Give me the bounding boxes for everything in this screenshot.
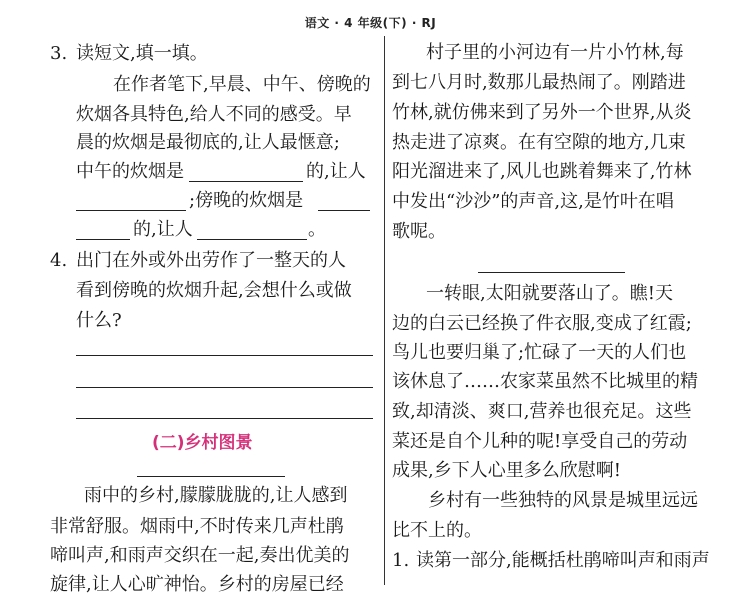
- passage-text: 比不上的。: [392, 520, 482, 541]
- passage-text: 致,却清淡、爽口,营养也很充足。这些: [392, 401, 692, 422]
- passage-text: 菜还是自个儿种的呢!享受自己的劳动: [392, 431, 688, 452]
- question-3-title: 读短文,填一填。: [76, 43, 208, 64]
- answer-blank-4[interactable]: [197, 239, 307, 240]
- answer-blank-3b[interactable]: [76, 239, 130, 240]
- title-blank[interactable]: [137, 476, 285, 477]
- answer-blank-2[interactable]: [76, 210, 186, 211]
- passage-text: 阳光溜进来了,风儿也跳着舞来了,竹林: [392, 161, 692, 182]
- question-3-text: 中午的炊烟是: [76, 161, 184, 182]
- title-blank[interactable]: [478, 272, 625, 273]
- page-header: 语文 · 4 年级(下) · RJ: [304, 16, 437, 30]
- question-3-text: 炊烟各具特色,给人不同的感受。早: [76, 104, 352, 125]
- question-3-text: 的,让人: [133, 219, 193, 240]
- passage-text: 一转眼,太阳就要落山了。瞧!天: [426, 283, 673, 304]
- passage-text: 啼叫声,和雨声交织在一起,奏出优美的: [50, 545, 350, 566]
- passage-text: 村子里的小河边有一片小竹林,每: [426, 42, 684, 63]
- passage-text: 中发出“沙沙”的声音,这,是竹叶在唱: [392, 191, 674, 212]
- question-3-text: 在作者笔下,早晨、中午、傍晚的: [113, 74, 371, 95]
- question-3-text: 。: [308, 219, 326, 240]
- passage-text: 鸟儿也要归巢了;忙碌了一天的人们也: [392, 342, 687, 363]
- question-4-text: 什么?: [76, 310, 122, 331]
- answer-line-1[interactable]: [76, 355, 373, 356]
- question-4-text: 出门在外或外出劳作了一整天的人: [76, 250, 346, 271]
- question-3-text: 的,让人: [306, 161, 366, 182]
- passage-text: 雨中的乡村,朦朦胧胧的,让人感到: [84, 485, 348, 506]
- question-4-text: 看到傍晚的炊烟升起,会想什么或做: [76, 280, 352, 301]
- passage-text: 乡村有一些独特的风景是城里远远: [428, 490, 698, 511]
- answer-line-2[interactable]: [76, 387, 373, 388]
- passage-text: 非常舒服。烟雨中,不时传来几声杜鹃: [50, 516, 344, 537]
- passage-text: 热走进了凉爽。在有空隙的地方,几束: [392, 132, 686, 153]
- passage-text: 竹林,就仿佛来到了另外一个世界,从炎: [392, 102, 692, 123]
- question-1-text: 读第一部分,能概括杜鹃啼叫声和雨声: [416, 550, 710, 571]
- passage-text: 成果,乡下人心里多么欣慰啊!: [392, 460, 621, 481]
- passage-text: 旋律,让人心旷神怡。乡村的房屋已经: [50, 574, 344, 595]
- question-3-number: 3.: [50, 43, 68, 64]
- passage-text: 该休息了……农家菜虽然不比城里的精: [392, 371, 698, 392]
- passage-text: 边的白云已经换了件衣服,变成了红霞;: [392, 313, 692, 334]
- column-divider: [384, 36, 385, 585]
- question-3-text: ;傍晚的炊烟是: [189, 190, 304, 211]
- answer-blank-3a[interactable]: [318, 210, 370, 211]
- passage-text: 到七八月时,数那儿最热闹了。刚踏进: [392, 72, 686, 93]
- answer-line-3[interactable]: [76, 418, 373, 419]
- section-title: (二)乡村图景: [152, 433, 253, 453]
- passage-text: 歌呢。: [392, 221, 446, 242]
- question-1-number: 1.: [392, 550, 410, 571]
- question-3-text: 晨的炊烟是最彻底的,让人最惬意;: [76, 132, 340, 153]
- question-4-number: 4.: [50, 250, 68, 271]
- answer-blank-1[interactable]: [189, 181, 303, 182]
